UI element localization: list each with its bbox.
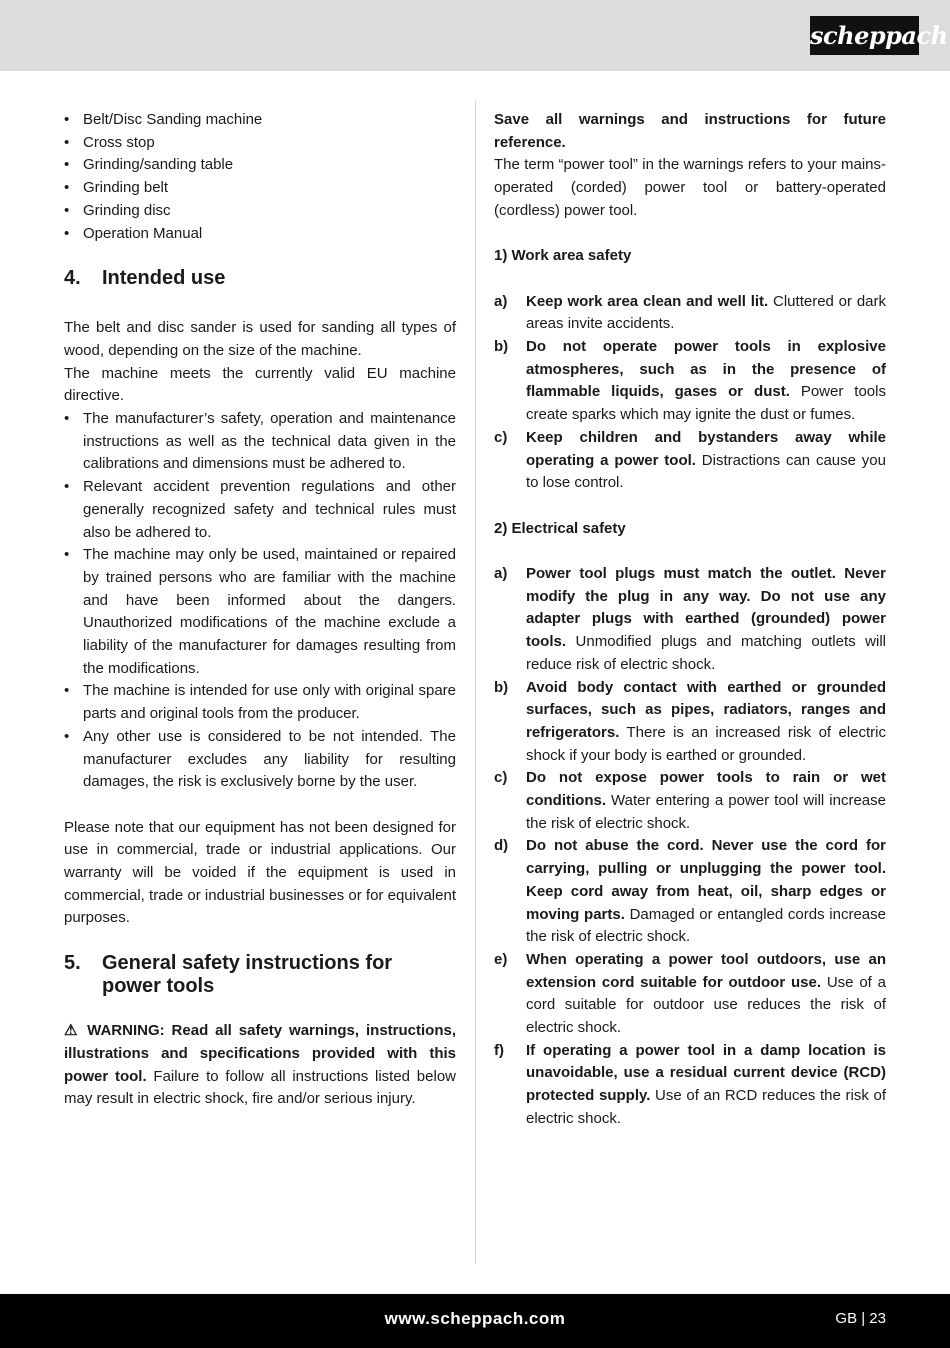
work-area-safety-list <box>494 291 886 495</box>
brand-logo: scheppach <box>810 16 919 55</box>
item-letter: c) <box>494 428 508 446</box>
list-item <box>494 427 886 495</box>
warning-bold-text: ⚠ WARNING: Read all safety warnings, instructions, illustrations and specifications provided with this power tool. <box>64 1022 456 1085</box>
item-letter: c) <box>494 769 508 787</box>
subheading-electrical-safety: 2) Electrical safety <box>494 519 626 537</box>
item-bold: Keep children and bystanders away while operating a power tool. <box>526 428 886 469</box>
intended-use-bullets <box>64 408 456 794</box>
item-text: Unmodified plugs and matching outlets will reduce risk of electric shock. <box>526 633 886 673</box>
list-item: • Grinding belt <box>64 177 456 200</box>
warning-paragraph <box>64 1020 456 1111</box>
item-bold: Do not operate power tools in explosive atmospheres, such as in the presence of flammable liquids, gases or dust. <box>526 338 886 401</box>
list-item: • Grinding disc <box>64 200 456 223</box>
item-letter: a) <box>494 292 508 310</box>
eu-directive-paragraph: The machine meets the currently valid EU machine directive. <box>64 364 456 405</box>
item-letter: d) <box>494 837 509 855</box>
list-item: • Relevant accident prevention regulations and other generally recognized safety and technical rules must also be adhered to. <box>64 476 456 544</box>
item-text: Damaged or entangled cords increase the risk of electric shock. <box>526 905 886 946</box>
list-item: • Operation Manual <box>64 223 456 246</box>
item-text: Use of an RCD reduces the risk of electric shock. <box>526 1087 886 1127</box>
list-item <box>494 767 886 835</box>
section-title: General safety instructions for power tools <box>102 952 393 998</box>
item-bold: Avoid body contact with earthed or grounded surfaces, such as pipes, radiators, ranges and refrigerators. <box>526 678 886 741</box>
list-item <box>494 1040 886 1131</box>
item-text: Distractions can cause you to lose control. <box>526 451 886 492</box>
item-bold: Power tool plugs must match the outlet. Never modify the plug in any way. Do not use any adapter plugs with earthed (grounded) power tools. <box>526 565 886 651</box>
section-heading-intended-use <box>64 267 456 290</box>
item-text: Use of a cord suitable for outdoor use reduces the risk of electric shock. <box>526 973 887 1037</box>
section-number: 5. <box>64 952 81 975</box>
footer-bar <box>0 1294 950 1348</box>
item-letter: b) <box>494 338 509 355</box>
list-item: • Belt/Disc Sanding machine <box>64 109 456 132</box>
list-item: • Cross stop <box>64 132 456 155</box>
item-letter: f) <box>494 1041 504 1059</box>
item-text: Cluttered or dark areas invite accidents. <box>526 292 886 333</box>
item-bold: If operating a power tool in a damp location is unavoidable, use a residual current device (RCD) protected supply. <box>526 1041 886 1105</box>
item-bold: Do not expose power tools to rain or wet conditions. <box>526 769 886 810</box>
section-number: 4. <box>64 267 81 290</box>
save-warnings-paragraph <box>494 109 886 154</box>
warning-text: Failure to follow all instructions listed below may result in electric shock, fire and/or serious injury. <box>64 1067 456 1108</box>
item-text: There is an increased risk of electric shock if your body is earthed or grounded. <box>526 723 886 764</box>
list-item: • Any other use is considered to be not intended. The manufacturer excludes any liability for resulting damages, the risk is exclusively borne by the user. <box>64 726 456 794</box>
item-text: Power tools create sparks which may ignite the dust or fumes. <box>526 383 886 424</box>
list-item: • The manufacturer’s safety, operation and maintenance instructions as well as the technical data given in the calibrations and dimensions must be adhered to. <box>64 408 456 476</box>
save-warnings-bold: Save all warnings and instructions for future reference. <box>494 111 886 151</box>
list-item <box>494 336 886 427</box>
item-bold: Do not abuse the cord. Never use the cord for carrying, pulling or unplugging the power tool. Keep cord away from heat, oil, sharp edges or moving parts. <box>526 837 886 923</box>
list-item <box>494 949 886 1040</box>
section-heading-general-safety <box>64 952 456 998</box>
commercial-use-note: Please note that our equipment has not been designed for use in commercial, trade or industrial applications. Our warranty will be voided if the equipment is used in commercial, trade or industrial businesses or for equivalent purposes. <box>64 818 456 927</box>
item-bold: When operating a power tool outdoors, use an extension cord suitable for outdoor use. <box>526 950 886 991</box>
scope-of-delivery-list <box>64 109 456 245</box>
list-item <box>494 835 886 949</box>
left-column <box>64 109 456 1111</box>
item-letter: a) <box>494 565 508 582</box>
page-number: GB | 23 <box>835 1310 886 1327</box>
item-letter: b) <box>494 678 509 696</box>
item-letter: e) <box>494 950 508 968</box>
subheading-work-area-safety: 1) Work area safety <box>494 247 632 265</box>
item-text: Water entering a power tool will increase the risk of electric shock. <box>526 792 886 832</box>
header-bar <box>0 0 950 71</box>
column-divider <box>475 101 476 1264</box>
electrical-safety-list <box>494 563 886 1131</box>
right-column <box>494 109 886 1131</box>
list-item <box>494 291 886 336</box>
list-item: • Grinding/sanding table <box>64 154 456 177</box>
power-tool-term-paragraph: The term “power tool” in the warnings refers to your mains-operated (corded) power tool or battery-operated (cordless) power tool. <box>494 156 886 219</box>
intended-use-paragraph: The belt and disc sander is used for sanding all types of wood, depending on the size of the machine. <box>64 319 456 359</box>
list-item <box>494 677 886 768</box>
website-url: www.scheppach.com <box>384 1309 566 1328</box>
list-item: • The machine may only be used, maintained or repaired by trained persons who are familiar with the machine and have been informed about the dangers. Unauthorized modifications of the machine exclude a liability of the manufacturer for damages resulting from the modifications. <box>64 544 456 680</box>
list-item: • The machine is intended for use only with original spare parts and original tools from the producer. <box>64 680 456 725</box>
item-bold: Keep work area clean and well lit. <box>526 292 769 310</box>
list-item <box>494 563 886 677</box>
section-title: Intended use <box>102 267 226 290</box>
